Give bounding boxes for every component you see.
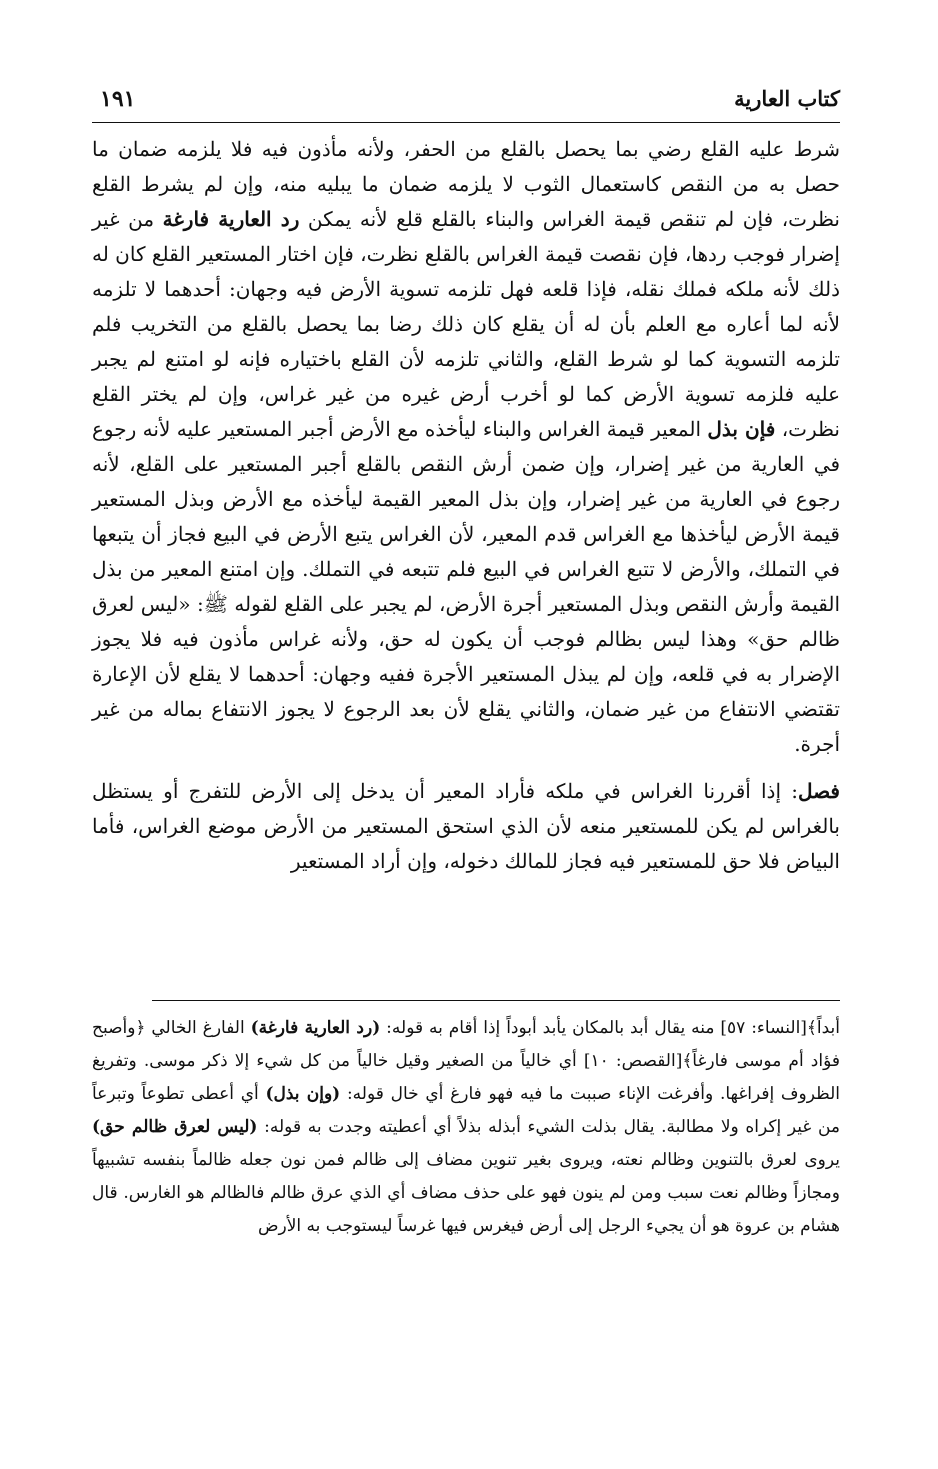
footnote-text-4: يروى لعرق بالتنوين وظالم نعته، ويروى بغير تنوين مضاف إلى ظالم فمن نون جعله ظالماً بنفسه تشبيهاً ومجازاً وظالم نعت سبب ومن لم ينون فهو على حذف مضاف أي الذي عرق ظالم فالظالم هو الغارس. قال هشام بن عروة هو أن يجيء الرجل إلى أرض فيغرس فيها غرساً ليستوجب به الأرض bbox=[92, 1150, 840, 1236]
para1-text-2: من غير إضرار فوجب ردها، فإن نقصت قيمة الغراس بالقلع نظرت، فإن اختار المستعير القلع كان له ذلك لأنه ملكه فملك نقله، فإذا قلعه فهل تلزمه تسوية الأرض فيه وجهان: أحدهما لا تلزمه لأنه لما أعاره مع العلم بأن له أن يقلع كان ذلك رضا بما يحصل بالقلع من التخريب فلم تلزمه التسوية كما لو شرط القلع، والثاني تلزمه لأن القلع باختياره فإنه لو امتنع لم يجبر عليه فلزمه تسوية الأرض كما لو أخرب أرض غيره من غير غراس، وإن لم يختر القلع نظرت، bbox=[92, 207, 840, 441]
footnote-divider bbox=[152, 1000, 840, 1001]
main-text bbox=[92, 132, 840, 879]
header-divider bbox=[92, 122, 840, 123]
section-heading-fasl: فصل bbox=[797, 779, 840, 803]
footnote-bold-2: (وإن بذل) bbox=[265, 1084, 341, 1104]
footnote-paragraph bbox=[92, 1012, 840, 1243]
para1-bold-1: رد العارية فارغة bbox=[162, 207, 300, 231]
para2-text-1: : إذا أقررنا الغراس في ملكه فأراد المعير أن يدخل إلى الأرض للتفرج أو يستظل بالغراس لم يكن للمستعير منعه لأن الذي استحق المستعير من الأرض موضع الغراس، فأما البياض فلا حق للمستعير فيه فجاز للمالك دخوله، وإن أراد المستعير bbox=[92, 779, 841, 873]
para1-text-3: المعير قيمة الغراس والبناء ليأخذه مع الأرض أجبر المستعير عليه لأنه رجوع في العارية من غير إضرار، وإن ضمن أرش النقص بالقلع أجبر المستعير على القلع، لأنه رجوع في العارية من غير إضرار، وإن بذل المعير القيمة ليأخذه مع الأرض وبذل المستعير قيمة الأرض ليأخذها مع الغراس قدم المعير، لأن الغراس يتبع الأرض في البيع فجاز أن يتبعها في التملك، والأرض لا تتبع الغراس في البيع فلم تتبعه في التملك. وإن امتنع المعير من بذل القيمة وأرش النقص وبذل المستعير أجرة الأرض، لم يجبر على القلع لقوله ﷺ: «ليس لعرق ظالم حق» وهذا ليس بظالم فوجب أن يكون له حق، ولأنه غراس مأذون فيه فلا يجوز الإضرار به في قلعه، وإن لم يبذل المستعير الأجرة ففيه وجهان: أحدهما لا يقلع لأن الإعارة تقتضي الانتفاع من غير ضمان، والثاني يقلع لأن بعد الرجوع لا يجوز الانتفاع بماله من غير أجرة. bbox=[92, 417, 841, 756]
footnote-text-2: الفارغ الخالي ﴿وأصبح فؤاد أم موسى فارغاً﴾[القصص: ١٠] أي خالياً من الصغير وقيل خالياً من كل شيء إلا ذكر موسى. وتفريغ الظروف إفراغها. وأفرغت الإناء صببت ما فيه فهو فارغ أي خال قوله: bbox=[92, 1018, 840, 1104]
body-paragraph-1 bbox=[92, 132, 840, 762]
book-title: كتاب العارية bbox=[734, 86, 840, 111]
para1-text-1: شرط عليه القلع رضي بما يحصل بالقلع من الحفر، ولأنه مأذون فيه فلا يلزمه ضمان ما حصل به من النقص كاستعمال الثوب لا يلزمه ضمان ما يبليه منه، وإن لم يشرط القلع نظرت، فإن لم تنقص قيمة الغراس والبناء بالقلع قلع لأنه يمكن bbox=[92, 137, 840, 231]
para1-bold-2: فإن بذل bbox=[707, 417, 776, 441]
running-header bbox=[92, 82, 840, 116]
footnote-text-1: أبداً﴾[النساء: ٥٧] منه يقال أبد بالمكان يأبد أبوداً إذا أقام به قوله: bbox=[380, 1018, 840, 1038]
page-number: ١٩١ bbox=[100, 86, 136, 112]
footnote-text-3: أي أعطى تطوعاً وتبرعاً من غير إكراه ولا مطالبة. يقال بذلت الشيء أبذله بذلاً أي أعطيته وجدت به قوله: bbox=[92, 1084, 841, 1137]
footnote-bold-3: (ليس لعرق ظالم حق) bbox=[92, 1117, 258, 1137]
body-paragraph-2 bbox=[92, 774, 840, 879]
footnote-bold-1: (رد العارية فارغة) bbox=[250, 1018, 381, 1038]
footnotes bbox=[92, 1012, 840, 1243]
